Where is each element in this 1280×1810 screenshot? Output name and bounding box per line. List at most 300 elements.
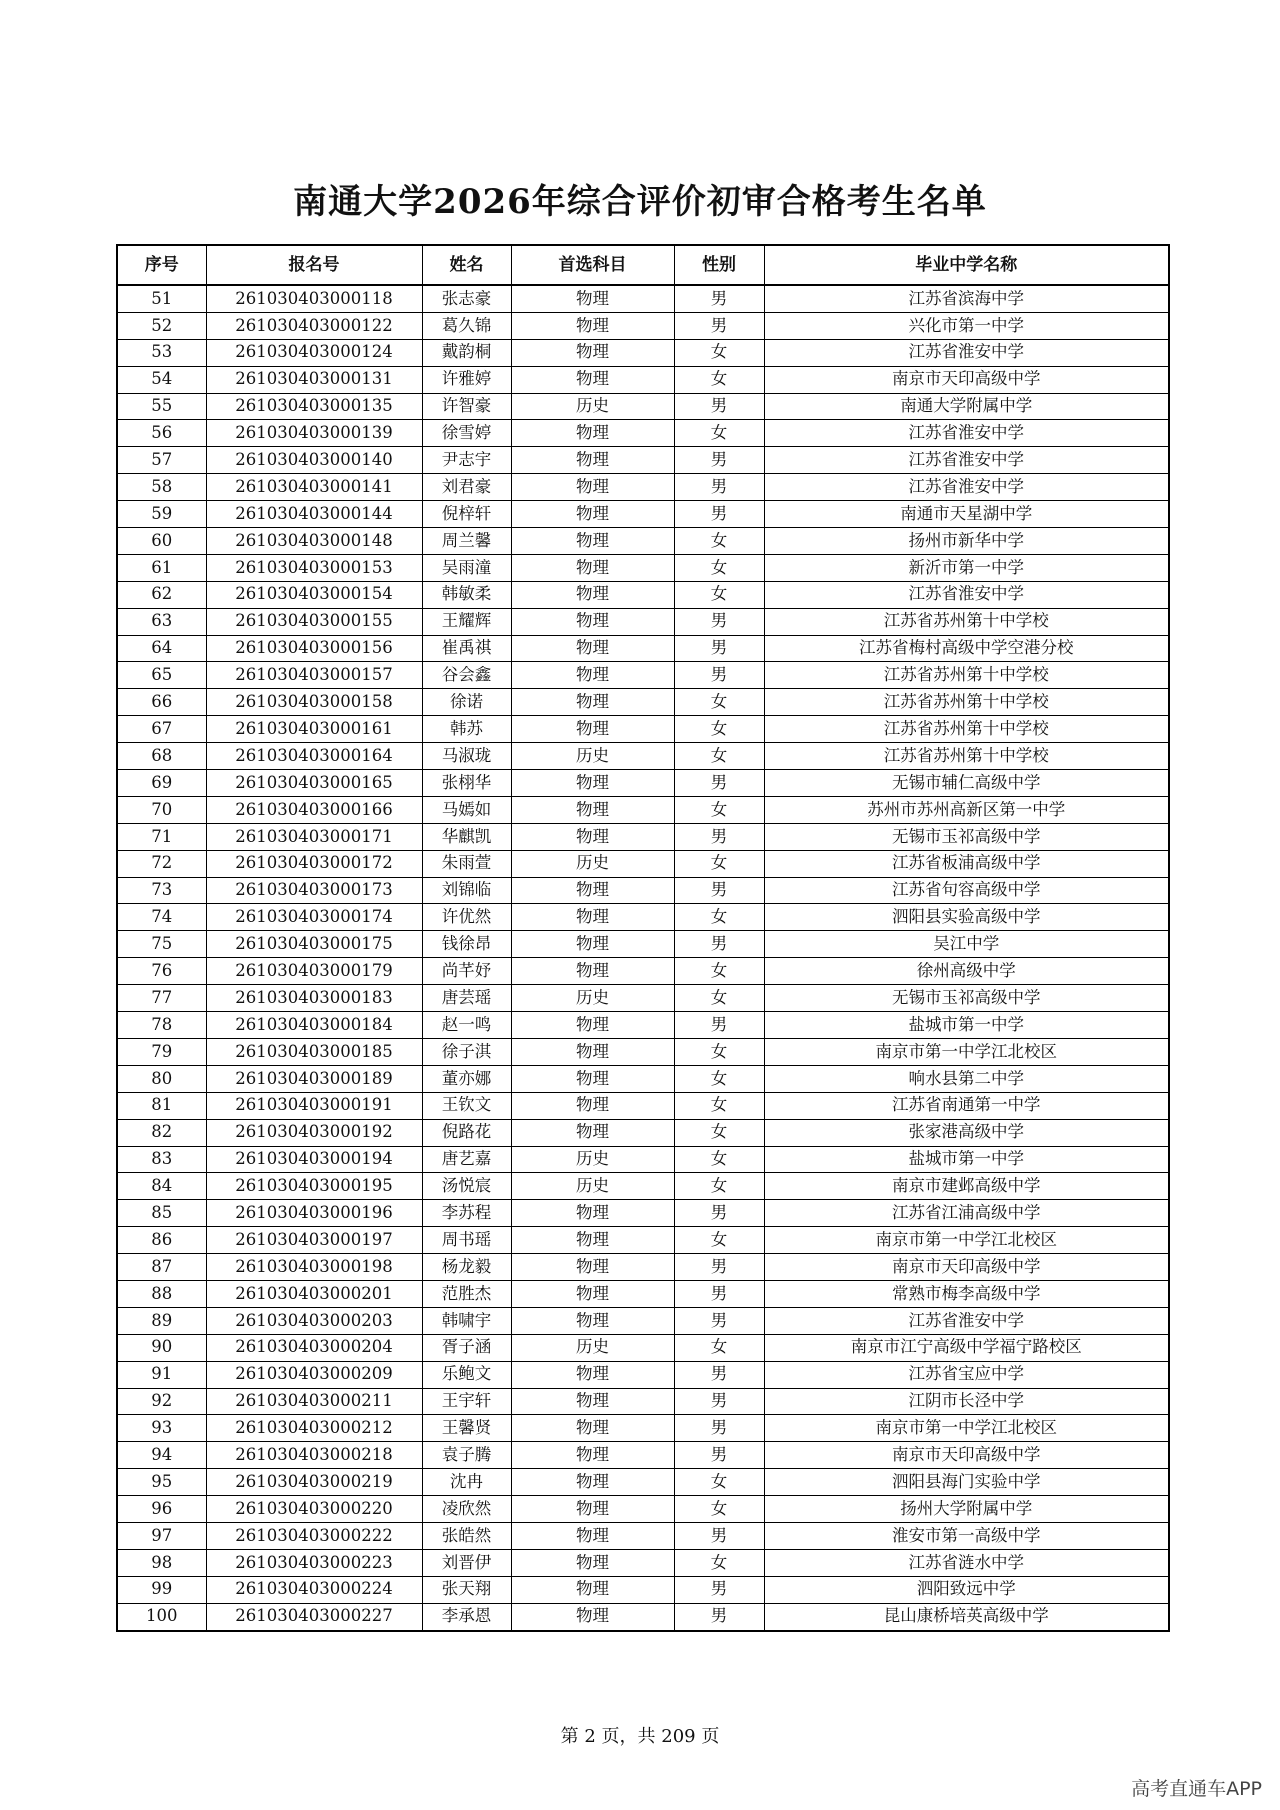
table-row — [117, 931, 1169, 958]
header-reg-no: 报名号 — [206, 245, 422, 285]
cell-subject: 物理 — [511, 1469, 674, 1496]
cell-reg-no: 261030403000196 — [206, 1200, 422, 1227]
cell-name: 王馨贤 — [422, 1415, 511, 1442]
cell-seq: 55 — [117, 393, 206, 420]
cell-gender: 男 — [674, 1254, 764, 1281]
cell-name: 董亦娜 — [422, 1065, 511, 1092]
cell-name: 张天翔 — [422, 1576, 511, 1603]
cell-school: 江阴市长泾中学 — [764, 1388, 1169, 1415]
cell-name: 乐鲍文 — [422, 1361, 511, 1388]
cell-subject: 物理 — [511, 662, 674, 689]
cell-subject: 物理 — [511, 1119, 674, 1146]
cell-gender: 女 — [674, 366, 764, 393]
cell-gender: 女 — [674, 528, 764, 555]
cell-school: 泗阳致远中学 — [764, 1576, 1169, 1603]
cell-name: 唐艺嘉 — [422, 1146, 511, 1173]
cell-gender: 女 — [674, 689, 764, 716]
cell-name: 赵一鸣 — [422, 1012, 511, 1039]
cell-reg-no: 261030403000198 — [206, 1254, 422, 1281]
cell-name: 韩敏柔 — [422, 581, 511, 608]
cell-subject: 历史 — [511, 985, 674, 1012]
cell-reg-no: 261030403000223 — [206, 1549, 422, 1576]
cell-name: 许智豪 — [422, 393, 511, 420]
cell-reg-no: 261030403000118 — [206, 285, 422, 312]
cell-reg-no: 261030403000161 — [206, 716, 422, 743]
cell-reg-no: 261030403000154 — [206, 581, 422, 608]
cell-gender: 男 — [674, 447, 764, 474]
cell-name: 许优然 — [422, 904, 511, 931]
cell-name: 倪梓轩 — [422, 501, 511, 528]
cell-name: 王钦文 — [422, 1092, 511, 1119]
table-row — [117, 958, 1169, 985]
cell-gender: 女 — [674, 958, 764, 985]
table-row — [117, 554, 1169, 581]
cell-name: 汤悦宸 — [422, 1173, 511, 1200]
cell-seq: 68 — [117, 743, 206, 770]
cell-reg-no: 261030403000131 — [206, 366, 422, 393]
cell-reg-no: 261030403000203 — [206, 1307, 422, 1334]
cell-school: 南京市天印高级中学 — [764, 1254, 1169, 1281]
cell-name: 崔禹祺 — [422, 635, 511, 662]
cell-gender: 男 — [674, 1361, 764, 1388]
cell-seq: 61 — [117, 554, 206, 581]
cell-reg-no: 261030403000224 — [206, 1576, 422, 1603]
cell-seq: 75 — [117, 931, 206, 958]
cell-gender: 女 — [674, 716, 764, 743]
cell-subject: 物理 — [511, 1065, 674, 1092]
cell-seq: 56 — [117, 420, 206, 447]
table-row — [117, 1254, 1169, 1281]
cell-name: 韩苏 — [422, 716, 511, 743]
cell-reg-no: 261030403000189 — [206, 1065, 422, 1092]
cell-gender: 女 — [674, 796, 764, 823]
cell-name: 马淑珑 — [422, 743, 511, 770]
cell-gender: 男 — [674, 285, 764, 312]
cell-name: 沈冉 — [422, 1469, 511, 1496]
cell-name: 唐芸瑶 — [422, 985, 511, 1012]
cell-seq: 54 — [117, 366, 206, 393]
table-row — [117, 1065, 1169, 1092]
cell-gender: 男 — [674, 931, 764, 958]
cell-seq: 88 — [117, 1280, 206, 1307]
cell-seq: 67 — [117, 716, 206, 743]
cell-name: 王宇轩 — [422, 1388, 511, 1415]
cell-gender: 女 — [674, 420, 764, 447]
header-seq: 序号 — [117, 245, 206, 285]
cell-name: 刘君豪 — [422, 474, 511, 501]
cell-gender: 男 — [674, 1576, 764, 1603]
cell-gender: 男 — [674, 662, 764, 689]
cell-reg-no: 261030403000148 — [206, 528, 422, 555]
cell-school: 江苏省涟水中学 — [764, 1549, 1169, 1576]
cell-reg-no: 261030403000153 — [206, 554, 422, 581]
cell-school: 江苏省江浦高级中学 — [764, 1200, 1169, 1227]
cell-name: 韩啸宇 — [422, 1307, 511, 1334]
cell-reg-no: 261030403000185 — [206, 1038, 422, 1065]
cell-school: 兴化市第一中学 — [764, 312, 1169, 339]
cell-reg-no: 261030403000197 — [206, 1227, 422, 1254]
cell-gender: 男 — [674, 474, 764, 501]
cell-name: 吴雨潼 — [422, 554, 511, 581]
cell-school: 昆山康桥培英高级中学 — [764, 1603, 1169, 1630]
cell-name: 刘晋伊 — [422, 1549, 511, 1576]
cell-subject: 物理 — [511, 447, 674, 474]
cell-seq: 85 — [117, 1200, 206, 1227]
cell-school: 江苏省梅村高级中学空港分校 — [764, 635, 1169, 662]
cell-reg-no: 261030403000201 — [206, 1280, 422, 1307]
table-row — [117, 1173, 1169, 1200]
cell-school: 江苏省苏州第十中学校 — [764, 608, 1169, 635]
cell-reg-no: 261030403000141 — [206, 474, 422, 501]
table-body — [117, 285, 1169, 1631]
table-row — [117, 985, 1169, 1012]
table-row — [117, 796, 1169, 823]
cell-gender: 男 — [674, 1522, 764, 1549]
cell-seq: 63 — [117, 608, 206, 635]
cell-subject: 物理 — [511, 528, 674, 555]
cell-gender: 女 — [674, 1227, 764, 1254]
cell-reg-no: 261030403000219 — [206, 1469, 422, 1496]
cell-subject: 物理 — [511, 1012, 674, 1039]
cell-gender: 女 — [674, 1334, 764, 1361]
cell-gender: 男 — [674, 1442, 764, 1469]
cell-seq: 71 — [117, 823, 206, 850]
cell-seq: 87 — [117, 1254, 206, 1281]
cell-seq: 92 — [117, 1388, 206, 1415]
cell-school: 新沂市第一中学 — [764, 554, 1169, 581]
cell-reg-no: 261030403000165 — [206, 770, 422, 797]
cell-subject: 物理 — [511, 931, 674, 958]
cell-subject: 物理 — [511, 420, 674, 447]
cell-reg-no: 261030403000135 — [206, 393, 422, 420]
header-row — [117, 245, 1169, 285]
cell-subject: 物理 — [511, 1442, 674, 1469]
cell-name: 谷会鑫 — [422, 662, 511, 689]
cell-name: 马嫣如 — [422, 796, 511, 823]
cell-school: 响水县第二中学 — [764, 1065, 1169, 1092]
cell-name: 徐雪婷 — [422, 420, 511, 447]
table-row — [117, 662, 1169, 689]
cell-gender: 女 — [674, 743, 764, 770]
table-row — [117, 1307, 1169, 1334]
table-row — [117, 1388, 1169, 1415]
cell-seq: 89 — [117, 1307, 206, 1334]
cell-reg-no: 261030403000218 — [206, 1442, 422, 1469]
table-row — [117, 420, 1169, 447]
cell-gender: 男 — [674, 877, 764, 904]
cell-subject: 物理 — [511, 1254, 674, 1281]
cell-school: 苏州市苏州高新区第一中学 — [764, 796, 1169, 823]
header-school: 毕业中学名称 — [764, 245, 1169, 285]
table-row — [117, 904, 1169, 931]
cell-subject: 物理 — [511, 554, 674, 581]
cell-school: 南京市建邺高级中学 — [764, 1173, 1169, 1200]
cell-reg-no: 261030403000139 — [206, 420, 422, 447]
cell-subject: 物理 — [511, 796, 674, 823]
table-row — [117, 312, 1169, 339]
cell-school: 扬州市新华中学 — [764, 528, 1169, 555]
cell-subject: 物理 — [511, 1280, 674, 1307]
table-row — [117, 608, 1169, 635]
cell-name: 刘锦临 — [422, 877, 511, 904]
cell-school: 南通大学附属中学 — [764, 393, 1169, 420]
cell-reg-no: 261030403000209 — [206, 1361, 422, 1388]
cell-name: 杨龙毅 — [422, 1254, 511, 1281]
cell-school: 淮安市第一高级中学 — [764, 1522, 1169, 1549]
cell-seq: 96 — [117, 1496, 206, 1523]
cell-seq: 74 — [117, 904, 206, 931]
cell-gender: 女 — [674, 1092, 764, 1119]
cell-gender: 女 — [674, 1146, 764, 1173]
cell-reg-no: 261030403000191 — [206, 1092, 422, 1119]
cell-subject: 物理 — [511, 1549, 674, 1576]
cell-school: 南通市天星湖中学 — [764, 501, 1169, 528]
cell-name: 张皓然 — [422, 1522, 511, 1549]
cell-name: 徐诺 — [422, 689, 511, 716]
cell-seq: 73 — [117, 877, 206, 904]
table-row — [117, 1549, 1169, 1576]
cell-school: 江苏省淮安中学 — [764, 474, 1169, 501]
cell-name: 徐子淇 — [422, 1038, 511, 1065]
cell-name: 胥子涵 — [422, 1334, 511, 1361]
table-row — [117, 1038, 1169, 1065]
cell-gender: 女 — [674, 904, 764, 931]
cell-school: 吴江中学 — [764, 931, 1169, 958]
cell-seq: 51 — [117, 285, 206, 312]
cell-school: 无锡市辅仁高级中学 — [764, 770, 1169, 797]
cell-subject: 物理 — [511, 1092, 674, 1119]
table-row — [117, 1442, 1169, 1469]
table-row — [117, 1092, 1169, 1119]
cell-subject: 物理 — [511, 312, 674, 339]
cell-reg-no: 261030403000173 — [206, 877, 422, 904]
cell-seq: 84 — [117, 1173, 206, 1200]
cell-gender: 女 — [674, 985, 764, 1012]
cell-reg-no: 261030403000156 — [206, 635, 422, 662]
cell-seq: 94 — [117, 1442, 206, 1469]
cell-seq: 65 — [117, 662, 206, 689]
cell-subject: 历史 — [511, 1334, 674, 1361]
cell-subject: 物理 — [511, 1038, 674, 1065]
cell-subject: 历史 — [511, 743, 674, 770]
cell-seq: 90 — [117, 1334, 206, 1361]
cell-subject: 物理 — [511, 581, 674, 608]
cell-school: 江苏省淮安中学 — [764, 581, 1169, 608]
cell-gender: 女 — [674, 1496, 764, 1523]
cell-reg-no: 261030403000174 — [206, 904, 422, 931]
cell-seq: 79 — [117, 1038, 206, 1065]
cell-seq: 76 — [117, 958, 206, 985]
cell-seq: 77 — [117, 985, 206, 1012]
cell-subject: 物理 — [511, 958, 674, 985]
table-row — [117, 1012, 1169, 1039]
cell-reg-no: 261030403000227 — [206, 1603, 422, 1630]
table-row — [117, 635, 1169, 662]
table-row — [117, 1200, 1169, 1227]
cell-subject: 物理 — [511, 501, 674, 528]
cell-name: 尚芊妤 — [422, 958, 511, 985]
cell-reg-no: 261030403000140 — [206, 447, 422, 474]
table-row — [117, 770, 1169, 797]
cell-school: 江苏省淮安中学 — [764, 447, 1169, 474]
cell-name: 周书瑶 — [422, 1227, 511, 1254]
cell-gender: 女 — [674, 1038, 764, 1065]
cell-subject: 物理 — [511, 1603, 674, 1630]
cell-gender: 男 — [674, 1012, 764, 1039]
table-row — [117, 501, 1169, 528]
cell-school: 盐城市第一中学 — [764, 1012, 1169, 1039]
cell-subject: 物理 — [511, 823, 674, 850]
cell-school: 南京市第一中学江北校区 — [764, 1038, 1169, 1065]
cell-school: 江苏省苏州第十中学校 — [764, 743, 1169, 770]
cell-name: 华麒凯 — [422, 823, 511, 850]
header-name: 姓名 — [422, 245, 511, 285]
cell-school: 江苏省板浦高级中学 — [764, 850, 1169, 877]
page-footer: 第 2 页，共 209 页 — [560, 1726, 720, 1747]
cell-reg-no: 261030403000175 — [206, 931, 422, 958]
cell-seq: 66 — [117, 689, 206, 716]
cell-seq: 70 — [117, 796, 206, 823]
cell-seq: 59 — [117, 501, 206, 528]
table-row — [117, 1576, 1169, 1603]
cell-gender: 女 — [674, 1549, 764, 1576]
table-row — [117, 285, 1169, 312]
table-row — [117, 689, 1169, 716]
cell-name: 李苏程 — [422, 1200, 511, 1227]
watermark: 高考直通车APP — [1131, 1778, 1262, 1800]
table-row — [117, 393, 1169, 420]
cell-seq: 86 — [117, 1227, 206, 1254]
cell-reg-no: 261030403000171 — [206, 823, 422, 850]
cell-gender: 男 — [674, 1307, 764, 1334]
cell-subject: 物理 — [511, 904, 674, 931]
cell-reg-no: 261030403000155 — [206, 608, 422, 635]
cell-reg-no: 261030403000212 — [206, 1415, 422, 1442]
cell-subject: 物理 — [511, 1200, 674, 1227]
table-row — [117, 1522, 1169, 1549]
table-row — [117, 366, 1169, 393]
cell-subject: 历史 — [511, 1146, 674, 1173]
cell-school: 南京市天印高级中学 — [764, 1442, 1169, 1469]
cell-reg-no: 261030403000157 — [206, 662, 422, 689]
cell-seq: 98 — [117, 1549, 206, 1576]
cell-school: 张家港高级中学 — [764, 1119, 1169, 1146]
cell-gender: 女 — [674, 1173, 764, 1200]
cell-reg-no: 261030403000211 — [206, 1388, 422, 1415]
cell-seq: 93 — [117, 1415, 206, 1442]
cell-name: 倪路花 — [422, 1119, 511, 1146]
cell-school: 南京市天印高级中学 — [764, 366, 1169, 393]
cell-school: 无锡市玉祁高级中学 — [764, 985, 1169, 1012]
table-row — [117, 581, 1169, 608]
cell-subject: 物理 — [511, 1415, 674, 1442]
cell-seq: 62 — [117, 581, 206, 608]
table-row — [117, 877, 1169, 904]
cell-school: 扬州大学附属中学 — [764, 1496, 1169, 1523]
table-row — [117, 1280, 1169, 1307]
cell-subject: 物理 — [511, 877, 674, 904]
cell-name: 周兰馨 — [422, 528, 511, 555]
cell-gender: 男 — [674, 1415, 764, 1442]
cell-subject: 物理 — [511, 635, 674, 662]
cell-school: 盐城市第一中学 — [764, 1146, 1169, 1173]
cell-gender: 女 — [674, 1119, 764, 1146]
table-row — [117, 1496, 1169, 1523]
cell-school: 南京市江宁高级中学福宁路校区 — [764, 1334, 1169, 1361]
cell-subject: 物理 — [511, 366, 674, 393]
cell-gender: 男 — [674, 1200, 764, 1227]
cell-seq: 52 — [117, 312, 206, 339]
cell-reg-no: 261030403000194 — [206, 1146, 422, 1173]
cell-seq: 69 — [117, 770, 206, 797]
table-row — [117, 1603, 1169, 1630]
table-row — [117, 1415, 1169, 1442]
cell-name: 范胜杰 — [422, 1280, 511, 1307]
cell-seq: 95 — [117, 1469, 206, 1496]
cell-reg-no: 261030403000122 — [206, 312, 422, 339]
cell-gender: 男 — [674, 312, 764, 339]
cell-subject: 物理 — [511, 339, 674, 366]
cell-school: 江苏省句容高级中学 — [764, 877, 1169, 904]
cell-name: 袁子腾 — [422, 1442, 511, 1469]
table-row — [117, 1469, 1169, 1496]
table-row — [117, 716, 1169, 743]
cell-seq: 80 — [117, 1065, 206, 1092]
cell-seq: 78 — [117, 1012, 206, 1039]
cell-subject: 物理 — [511, 1388, 674, 1415]
cell-seq: 53 — [117, 339, 206, 366]
cell-school: 江苏省苏州第十中学校 — [764, 716, 1169, 743]
cell-reg-no: 261030403000166 — [206, 796, 422, 823]
cell-school: 江苏省苏州第十中学校 — [764, 689, 1169, 716]
cell-gender: 女 — [674, 1065, 764, 1092]
table-row — [117, 823, 1169, 850]
cell-name: 钱徐昂 — [422, 931, 511, 958]
cell-reg-no: 261030403000222 — [206, 1522, 422, 1549]
cell-gender: 男 — [674, 770, 764, 797]
cell-subject: 物理 — [511, 770, 674, 797]
page-title: 南通大学2026年综合评价初审合格考生名单 — [293, 182, 987, 222]
cell-name: 葛久锦 — [422, 312, 511, 339]
cell-subject: 物理 — [511, 689, 674, 716]
header-gender: 性别 — [674, 245, 764, 285]
cell-school: 常熟市梅李高级中学 — [764, 1280, 1169, 1307]
cell-name: 王耀辉 — [422, 608, 511, 635]
cell-reg-no: 261030403000158 — [206, 689, 422, 716]
cell-seq: 64 — [117, 635, 206, 662]
cell-subject: 物理 — [511, 1227, 674, 1254]
cell-name: 朱雨萱 — [422, 850, 511, 877]
cell-school: 江苏省滨海中学 — [764, 285, 1169, 312]
cell-subject: 物理 — [511, 474, 674, 501]
cell-name: 张志豪 — [422, 285, 511, 312]
cell-name: 戴韵桐 — [422, 339, 511, 366]
cell-reg-no: 261030403000164 — [206, 743, 422, 770]
table-header — [117, 245, 1169, 285]
cell-subject: 物理 — [511, 1307, 674, 1334]
table-row — [117, 1146, 1169, 1173]
cell-school: 泗阳县实验高级中学 — [764, 904, 1169, 931]
cell-reg-no: 261030403000183 — [206, 985, 422, 1012]
cell-seq: 58 — [117, 474, 206, 501]
table-row — [117, 1361, 1169, 1388]
cell-school: 南京市第一中学江北校区 — [764, 1415, 1169, 1442]
candidate-table — [116, 244, 1170, 1632]
cell-reg-no: 261030403000172 — [206, 850, 422, 877]
cell-subject: 物理 — [511, 608, 674, 635]
cell-school: 江苏省南通第一中学 — [764, 1092, 1169, 1119]
table-row — [117, 474, 1169, 501]
